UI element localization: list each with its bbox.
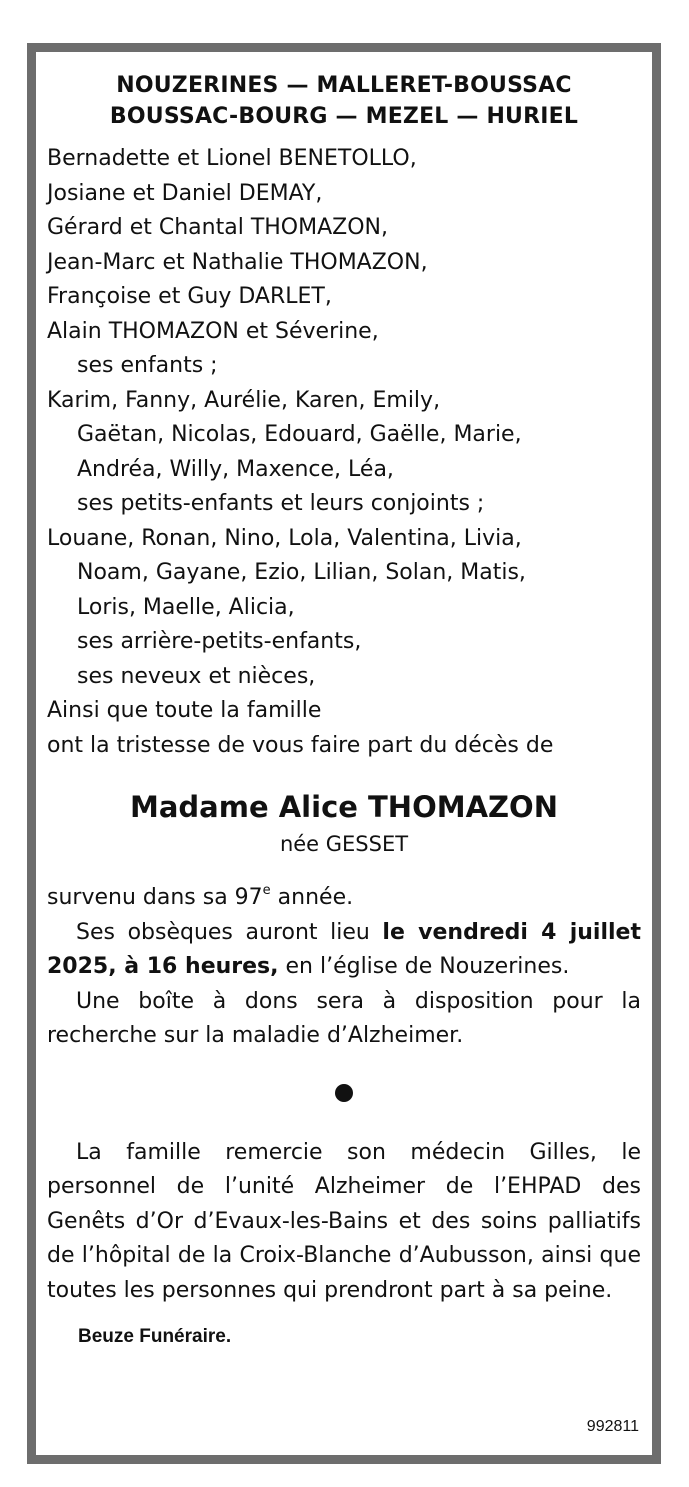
- grandchildren-line: Gaëtan, Nicolas, Edouard, Gaëlle, Marie,: [77, 422, 522, 447]
- separator-dot: [335, 1084, 353, 1102]
- age-ordinal: e: [262, 883, 271, 898]
- locality-header: [47, 70, 641, 132]
- great-grandchildren-line: Noam, Gayane, Ezio, Lilian, Solan, Matis,: [77, 560, 526, 585]
- birth-name: née GESSET: [279, 832, 409, 856]
- great-grandchildren-line: Louane, Ronan, Nino, Lola, Valentina, Livia,: [47, 525, 522, 551]
- donation-notice: Une boîte à dons sera à disposition pour la recherche sur la maladie d’Alzheimer.: [47, 988, 641, 1048]
- age-text: survenu dans sa 97: [47, 885, 263, 910]
- obituary-frame: [27, 43, 661, 1464]
- nephews-label: ses neveux et nièces,: [77, 663, 316, 689]
- grandchildren-line: Karim, Fanny, Aurélie, Karen, Emily,: [47, 387, 441, 413]
- children-label: ses enfants ;: [77, 353, 218, 378]
- child-entry: Bernadette et Lionel BENETOLLO,: [47, 146, 417, 171]
- grandchildren-label: ses petits-enfants et leurs conjoints ;: [77, 491, 485, 516]
- deceased-name: Madame Alice THOMAZON: [130, 790, 558, 824]
- child-entry: Jean-Marc et Nathalie THOMAZON,: [47, 249, 428, 275]
- family-closing: Ainsi que toute la famille: [47, 698, 322, 723]
- child-entry: Françoise et Guy DARLET,: [47, 284, 332, 309]
- child-entry: Josiane et Daniel DEMAY,: [47, 180, 323, 206]
- announcement-line: ont la tristesse de vous faire part du décès de: [47, 732, 554, 758]
- obituary-content: [47, 70, 641, 1445]
- locality-line-1: NOUZERINES — MALLERET-BOUSSAC: [116, 73, 572, 98]
- locality-line-2: BOUSSAC-BOURG — MEZEL — HURIEL: [109, 104, 579, 129]
- funeral-date: le vendredi 4 juillet 2025, à 16 heures,: [47, 919, 641, 979]
- funeral-place: en l’église de Nouzerines.: [278, 954, 570, 979]
- great-grandchildren-label: ses arrière-petits-enfants,: [77, 629, 362, 654]
- reference-number: 992811: [586, 1418, 639, 1435]
- great-grandchildren-line: Loris, Maelle, Alicia,: [77, 594, 295, 620]
- funeral-text: Ses obsèques auront lieu: [76, 919, 383, 945]
- thanks-paragraph: La famille remercie son médecin Gilles, le personnel de l’unité Alzheimer de l’EHPAD des Genêts d’Or d’Evaux-les-Bains et des soins palliatifs de l’hôpital de la Croix-Blanche d’Aubusson, ainsi que toutes les personnes qui prendront part à sa peine.: [47, 1139, 641, 1303]
- funeral-home: Beuze Funéraire.: [78, 1326, 232, 1347]
- family-list: [47, 142, 641, 763]
- child-entry: Alain THOMAZON et Séverine,: [47, 318, 379, 344]
- age-text-end: année.: [270, 885, 354, 910]
- funeral-details: [47, 916, 641, 985]
- child-entry: Gérard et Chantal THOMAZON,: [47, 215, 388, 240]
- grandchildren-line: Andréa, Willy, Maxence, Léa,: [77, 456, 394, 482]
- age-statement: [47, 881, 641, 916]
